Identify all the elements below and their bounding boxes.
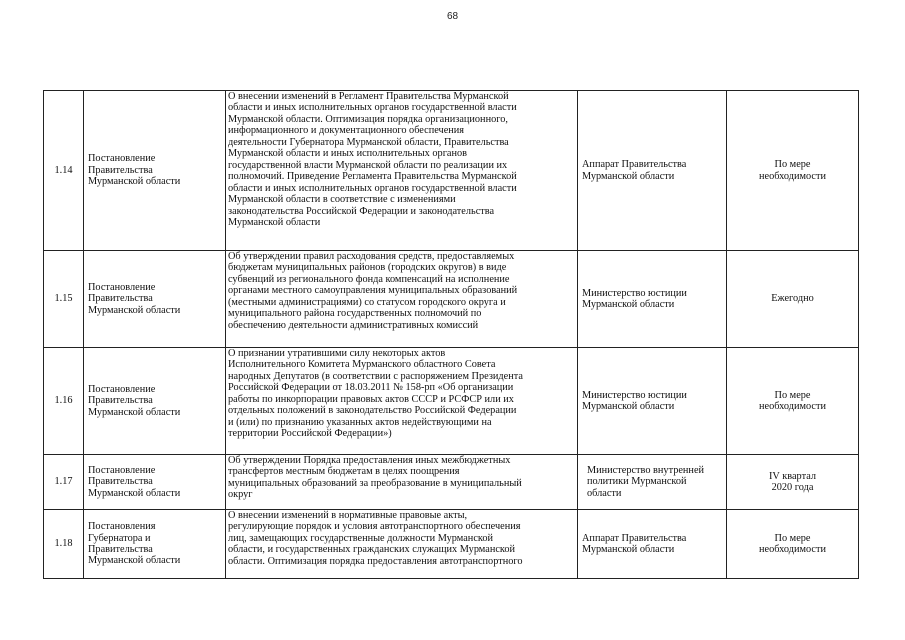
row-number: 1.17 bbox=[44, 455, 84, 510]
act-type-line: Постановление bbox=[88, 464, 156, 476]
term-line: необходимости bbox=[759, 401, 826, 412]
act-title-cell bbox=[226, 455, 578, 510]
act-type-cell bbox=[84, 91, 226, 251]
responsible-cell bbox=[578, 251, 727, 348]
act-type-line: Мурманской области bbox=[88, 487, 181, 499]
act-title-cell bbox=[226, 251, 578, 348]
act-title-line: Исполнительного Комитета Мурманского областного Совета bbox=[228, 359, 496, 371]
act-title-line: регулирующие порядок и условия автотранспортного обеспечения bbox=[228, 521, 521, 533]
responsible-line: политики Мурманской bbox=[587, 476, 687, 488]
term-line: 2020 года bbox=[771, 482, 814, 493]
act-title-line: области и иных исполнительных органов государственной власти bbox=[228, 102, 517, 114]
term-line: IV квартал bbox=[769, 470, 816, 482]
act-type-cell bbox=[84, 251, 226, 348]
act-type-line: Постановление bbox=[88, 153, 156, 165]
act-type-line: Правительства bbox=[88, 476, 153, 488]
act-title-line: округ bbox=[228, 489, 253, 501]
act-type-line: Мурманской области bbox=[88, 176, 181, 188]
act-type-line: Правительства bbox=[88, 164, 153, 176]
act-title-line: Об утверждении правил расходования средств, предоставляемых bbox=[228, 251, 515, 262]
act-title-line: области и иных исполнительных органов государственной власти bbox=[228, 182, 517, 194]
responsible-cell bbox=[578, 510, 727, 579]
responsible-cell bbox=[578, 91, 727, 251]
responsible-line: Министерство юстиции bbox=[582, 287, 687, 299]
act-title-line: О внесении изменений в нормативные правовые акты, bbox=[228, 510, 468, 521]
term-cell bbox=[727, 455, 859, 510]
term-line: необходимости bbox=[759, 170, 826, 182]
act-title-line: муниципальных образований за преобразование в муниципальный bbox=[228, 477, 522, 489]
act-title-line: государственной власти Мурманской области по реализации их bbox=[228, 159, 508, 171]
term-line: По мере bbox=[774, 389, 811, 401]
act-title-line: деятельности Губернатора Мурманской области, Правительства bbox=[228, 136, 509, 148]
act-title-line: области, и государственных гражданских служащих Мурманской bbox=[228, 544, 516, 556]
responsible-line: Мурманской области bbox=[582, 401, 675, 412]
act-title-line: Мурманской области и иных исполнительных органов bbox=[228, 148, 468, 160]
act-title-cell bbox=[226, 91, 578, 251]
act-title-cell bbox=[226, 348, 578, 455]
responsible-line: Мурманской области bbox=[582, 544, 675, 555]
act-title-line: информационного и документационного обеспечения bbox=[228, 125, 465, 137]
act-title-line: (местными администрациями) со статусом городского округа и bbox=[228, 296, 506, 308]
act-title-line: обеспечению деятельности административных комиссий bbox=[228, 319, 479, 331]
act-title-line: муниципального района государственных полномочий по bbox=[228, 308, 482, 320]
row-number: 1.15 bbox=[44, 251, 84, 348]
act-title-line: органами местного самоуправления муниципальных образований bbox=[228, 285, 518, 297]
act-type-cell bbox=[84, 348, 226, 455]
term-cell bbox=[727, 348, 859, 455]
page-number: 68 bbox=[446, 11, 459, 22]
act-title-line: территории Российской Федерации») bbox=[228, 428, 392, 440]
act-title-line: трансфертов местным бюджетам в целях поощрения bbox=[228, 466, 460, 478]
row-number: 1.18 bbox=[44, 510, 84, 579]
act-title-cell bbox=[226, 510, 578, 579]
act-type-line: Правительства bbox=[88, 395, 153, 407]
term-line: По мере bbox=[774, 159, 811, 171]
responsible-line: Мурманской области bbox=[582, 299, 675, 310]
responsible-line: Аппарат Правительства bbox=[582, 532, 687, 544]
act-type-line: Мурманской области bbox=[88, 406, 181, 418]
term-line: Ежегодно bbox=[771, 293, 814, 305]
term-cell bbox=[727, 251, 859, 348]
act-type-line: Постановление bbox=[88, 281, 156, 293]
act-title-line: Об утверждении Порядка предоставления иных межбюджетных bbox=[228, 455, 511, 466]
act-type-cell bbox=[84, 455, 226, 510]
act-title-line: и (или) по признанию указанных актов недействующими на bbox=[228, 416, 492, 428]
act-title-line: бюджетам муниципальных районов (городских округов) в виде bbox=[228, 262, 507, 274]
responsible-line: Министерство юстиции bbox=[582, 389, 687, 401]
row-number: 1.14 bbox=[44, 91, 84, 251]
responsible-cell bbox=[578, 455, 727, 510]
act-title-line: области. Оптимизация порядка предоставления автотранспортного bbox=[228, 555, 523, 567]
table-row bbox=[44, 455, 859, 510]
act-type-line: Губернатора и bbox=[88, 532, 151, 544]
act-title-line: отдельных положений в законодательство Российской Федерации bbox=[228, 405, 517, 417]
act-title-line: работы по инкорпорации правовых актов СССР и РСФСР или их bbox=[228, 393, 514, 405]
act-type-line: Мурманской области bbox=[88, 304, 181, 316]
act-type-line: Постановления bbox=[88, 521, 156, 533]
plan-table bbox=[43, 90, 859, 579]
act-title-line: Мурманской области. Оптимизация порядка организационного, bbox=[228, 113, 508, 125]
act-type-cell bbox=[84, 510, 226, 579]
act-title-line: лиц, замещающих государственные должности Мурманской bbox=[228, 532, 494, 544]
act-title-line: Российской Федерации от 18.03.2011 № 158-рп «Об организации bbox=[228, 382, 514, 394]
act-type-line: Постановление bbox=[88, 383, 156, 395]
table-row bbox=[44, 348, 859, 455]
term-cell bbox=[727, 510, 859, 579]
table-row bbox=[44, 510, 859, 579]
act-title-line: законодательства Российской Федерации и законодательства bbox=[228, 205, 495, 217]
act-title-line: Мурманской области bbox=[228, 216, 321, 228]
term-line: необходимости bbox=[759, 544, 826, 555]
term-line: По мере bbox=[774, 532, 811, 544]
act-type-line: Правительства bbox=[88, 293, 153, 305]
responsible-line: Министерство внутренней bbox=[587, 464, 705, 476]
act-title-line: полномочий. Приведение Регламента Правительства Мурманской bbox=[228, 171, 517, 183]
table-row bbox=[44, 251, 859, 348]
act-title-line: Мурманской области в соответствие с изменениями bbox=[228, 194, 456, 206]
responsible-line: Мурманской области bbox=[582, 170, 675, 182]
responsible-cell bbox=[578, 348, 727, 455]
table-row bbox=[44, 91, 859, 251]
act-title-line: О признании утратившими силу некоторых актов bbox=[228, 348, 446, 359]
act-type-line: Мурманской области bbox=[88, 555, 181, 567]
act-type-line: Правительства bbox=[88, 544, 153, 555]
act-title-line: народных Депутатов (в соответствии с распоряжением Президента bbox=[228, 370, 523, 382]
responsible-line: Аппарат Правительства bbox=[582, 159, 687, 171]
term-cell bbox=[727, 91, 859, 251]
row-number: 1.16 bbox=[44, 348, 84, 455]
responsible-line: области bbox=[587, 487, 622, 499]
act-title-line: субвенций из регионального фонда компенсаций на исполнение bbox=[228, 273, 510, 285]
act-title-line: О внесении изменений в Регламент Правительства Мурманской bbox=[228, 91, 509, 102]
